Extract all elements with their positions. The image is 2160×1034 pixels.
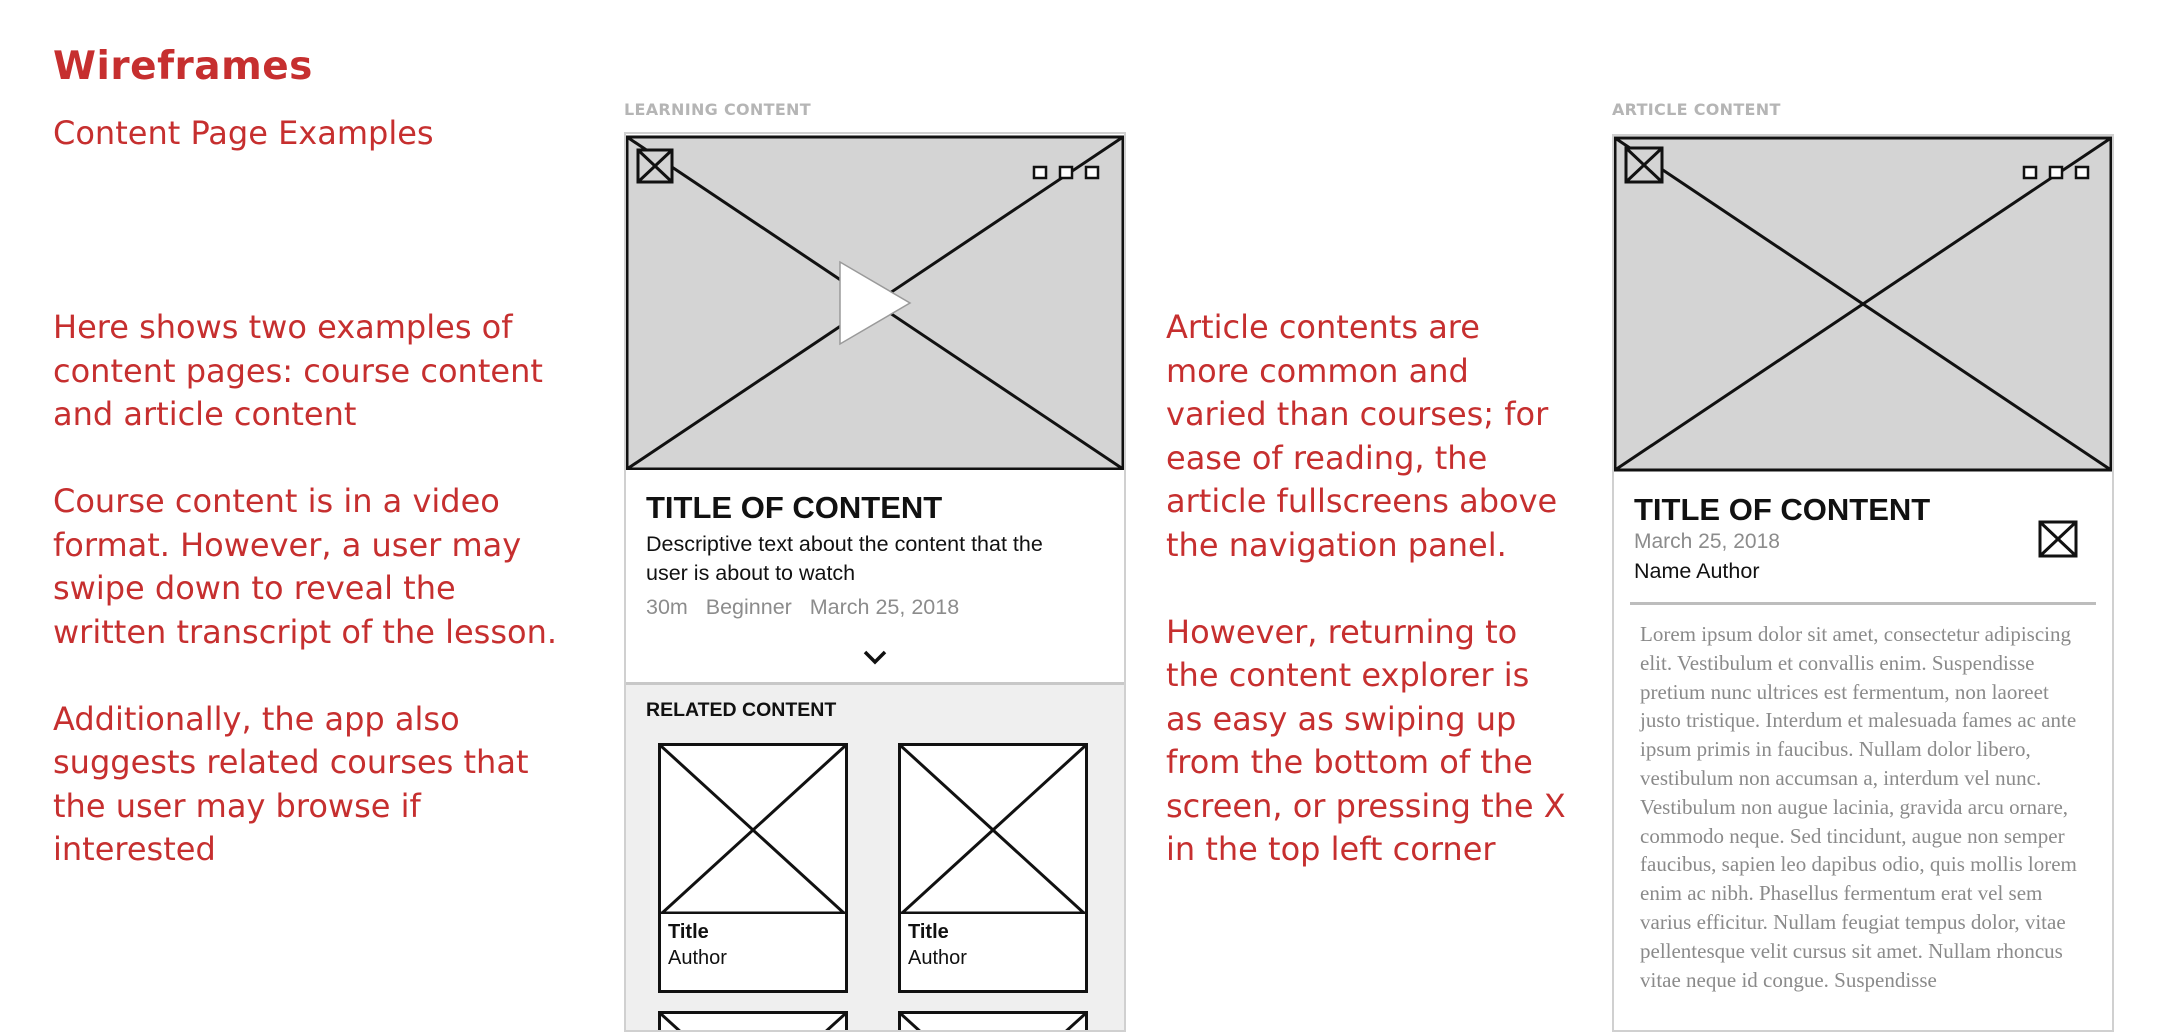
divider bbox=[1630, 602, 2096, 605]
duration: 30m bbox=[646, 595, 688, 619]
close-x-icon[interactable] bbox=[1626, 148, 1662, 182]
thumbnail-image bbox=[901, 1014, 1085, 1032]
left-description bbox=[53, 306, 573, 915]
card-title: Title bbox=[668, 921, 709, 943]
learning-content-frame bbox=[624, 132, 1126, 1032]
date: March 25, 2018 bbox=[809, 595, 960, 619]
article-body: Lorem ipsum dolor sit amet, consectetur adipiscing elit. Vestibulum et convallis enim. Suspendisse pretium nunc ultrices est fermentum, non laoreet justo tristique. Interdum et malesuada fames ac ante ipsum primis in faucibus. Nullam dolor libero, vestibulum non accumsan a, interdum vel nunc. Vestibulum non augue lacinia, gravida arcu ornare, commodo neque. Sed tincidunt, augue non semper faucibus, sapien leo dapibus odio, quis mollis lorem enim ac nibh. Phasellus fermentum erat vel sem varius efficitur. Nullam feugiat tempus dolor, vitae pellentesque velit cursus sit amet. Nullam rhoncus vitae neque id congue. Suspendisse bbox=[1640, 622, 2077, 992]
learning-description: Descriptive text about the content that the user is about to watch bbox=[646, 532, 1043, 585]
related-content-label: RELATED CONTENT bbox=[646, 699, 837, 721]
page-title: Wireframes bbox=[53, 44, 313, 89]
related-card[interactable] bbox=[658, 743, 848, 993]
left-paragraph-3: Additionally, the app also suggests related courses that the user may browse if interested bbox=[53, 699, 529, 868]
left-paragraph-2: Course content is in a video format. However, a user may swipe down to reveal the written transcript of the lesson. bbox=[53, 482, 558, 651]
article-title: TITLE OF CONTENT bbox=[1634, 492, 1931, 527]
close-x-icon[interactable] bbox=[638, 150, 672, 182]
related-content-panel bbox=[626, 682, 1124, 1032]
three-squares-icon[interactable] bbox=[1034, 167, 1098, 178]
video-player[interactable] bbox=[626, 134, 1124, 470]
middle-description bbox=[1166, 306, 1566, 915]
bookmark-x-icon[interactable] bbox=[2038, 520, 2078, 558]
related-card-partial[interactable] bbox=[658, 1011, 848, 1032]
level: Beginner bbox=[705, 595, 792, 619]
chevron-down-icon[interactable] bbox=[862, 648, 888, 666]
left-paragraph-1: Here shows two examples of content pages: course content and article content bbox=[53, 308, 543, 433]
card-title: Title bbox=[908, 921, 949, 943]
card-author: Author bbox=[668, 947, 727, 969]
page-subtitle: Content Page Examples bbox=[53, 114, 434, 152]
article-author: Name Author bbox=[1634, 559, 1760, 583]
article-date: March 25, 2018 bbox=[1634, 530, 1780, 553]
thumbnail-image bbox=[661, 746, 845, 914]
learning-meta bbox=[646, 595, 959, 620]
article-content-frame bbox=[1612, 134, 2114, 1032]
learning-section-label: LEARNING CONTENT bbox=[624, 100, 811, 119]
article-section-label: ARTICLE CONTENT bbox=[1612, 100, 1781, 119]
related-card-partial[interactable] bbox=[898, 1011, 1088, 1032]
three-squares-icon[interactable] bbox=[2024, 167, 2088, 178]
card-author: Author bbox=[908, 947, 967, 969]
thumbnail-image bbox=[661, 1014, 845, 1032]
learning-content-title: TITLE OF CONTENT bbox=[646, 490, 943, 525]
thumbnail-image bbox=[901, 746, 1085, 914]
middle-paragraph-1: Article contents are more common and varied than courses; for ease of reading, the article fullscreens above the navigation panel. bbox=[1166, 308, 1558, 564]
middle-paragraph-2: However, returning to the content explorer is as easy as swiping up from the bottom of the screen, or pressing the X in the top left corner bbox=[1166, 612, 1566, 868]
related-card[interactable] bbox=[898, 743, 1088, 993]
article-hero-image bbox=[1614, 136, 2112, 472]
